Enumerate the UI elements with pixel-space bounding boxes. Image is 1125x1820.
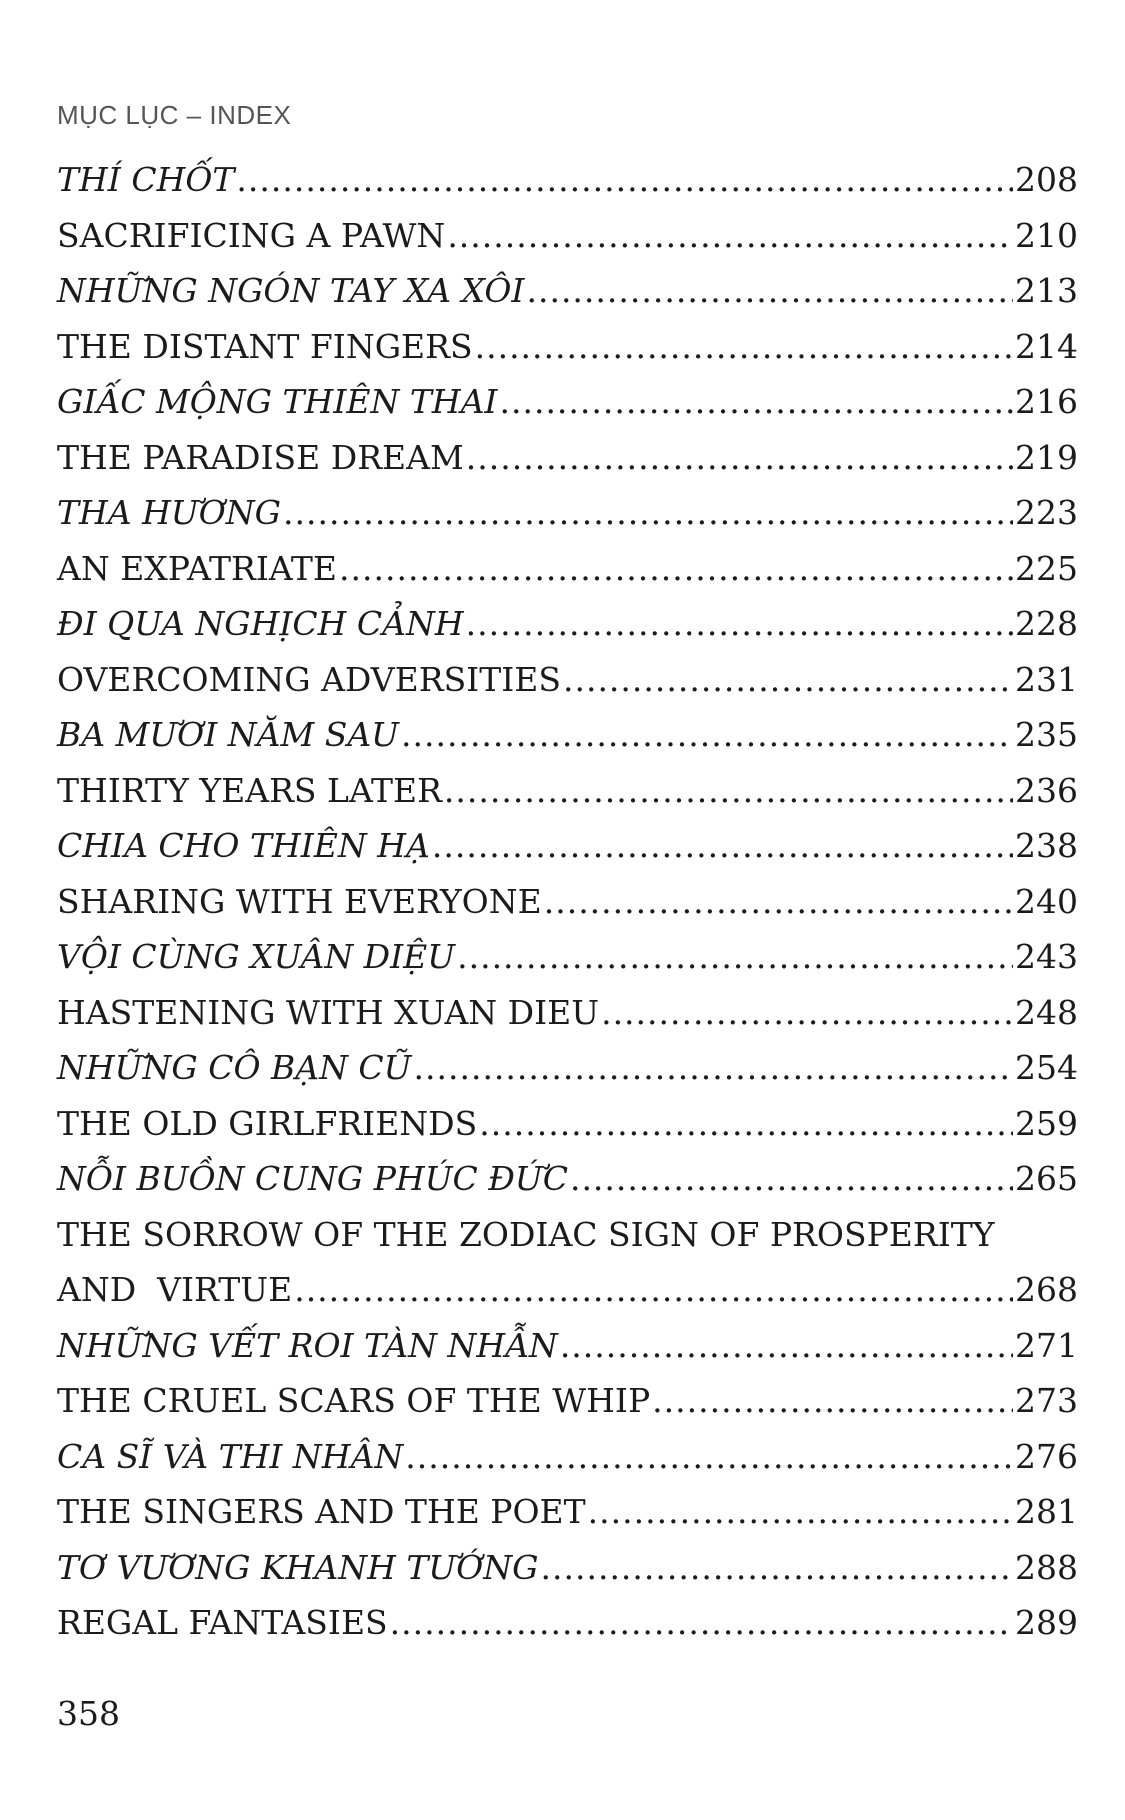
table-of-contents xyxy=(57,152,1078,1651)
toc-entry-title: OVERCOMING ADVERSITIES xyxy=(57,659,561,699)
dot-leader xyxy=(401,707,1013,763)
toc-entry-page: 240 xyxy=(1015,881,1078,921)
toc-entry-page: 238 xyxy=(1015,826,1078,865)
toc-entry-first-line[interactable] xyxy=(57,1207,1078,1263)
dot-leader xyxy=(560,1318,1013,1374)
toc-entry[interactable] xyxy=(57,1595,1078,1651)
toc-entry[interactable] xyxy=(57,985,1078,1041)
toc-entry-page: 265 xyxy=(1015,1159,1078,1198)
toc-entry-page: 288 xyxy=(1015,1547,1078,1587)
toc-entry-title: CHIA CHO THIÊN HẠ xyxy=(57,826,430,865)
toc-entry-title: THE CRUEL SCARS OF THE WHIP xyxy=(57,1381,651,1420)
toc-entry[interactable] xyxy=(57,1040,1078,1096)
toc-entry[interactable] xyxy=(57,374,1078,430)
toc-entry[interactable] xyxy=(57,763,1078,819)
toc-entry-page: 271 xyxy=(1015,1325,1078,1365)
toc-entry-title: SHARING WITH EVERYONE xyxy=(57,881,542,921)
toc-entry[interactable] xyxy=(57,1429,1078,1485)
toc-entry-title: TƠ VƯƠNG KHANH TƯỚNG xyxy=(57,1547,539,1587)
dot-leader xyxy=(294,1262,1013,1318)
toc-entry-title: BA MƯƠI NĂM SAU xyxy=(57,715,399,754)
dot-leader xyxy=(601,985,1013,1041)
toc-entry-title: CA SĨ VÀ THI NHÂN xyxy=(57,1436,404,1476)
toc-entry[interactable] xyxy=(57,152,1078,208)
toc-entry[interactable] xyxy=(57,485,1078,541)
toc-entry-page: 225 xyxy=(1015,548,1078,588)
toc-entry-page: 210 xyxy=(1015,215,1078,255)
dot-leader xyxy=(283,485,1013,541)
toc-entry-title: THE OLD GIRLFRIENDS xyxy=(57,1103,478,1143)
toc-entry[interactable] xyxy=(57,319,1078,375)
toc-entry-title: NỖI BUỒN CUNG PHÚC ĐỨC xyxy=(57,1159,568,1198)
toc-entry-page: 273 xyxy=(1015,1381,1078,1420)
toc-entry-page: 289 xyxy=(1015,1603,1078,1642)
toc-entry-title: THE SORROW OF THE ZODIAC SIGN OF PROSPERITY xyxy=(57,1214,995,1254)
toc-entry-page: 214 xyxy=(1015,326,1078,366)
toc-entry-page: 235 xyxy=(1015,715,1078,754)
dot-leader xyxy=(466,430,1013,486)
toc-entry[interactable] xyxy=(57,1484,1078,1540)
dot-leader xyxy=(466,596,1013,652)
toc-entry[interactable] xyxy=(57,874,1078,930)
toc-entry[interactable] xyxy=(57,707,1078,763)
toc-entry-title: VỘI CÙNG XUÂN DIỆU xyxy=(57,937,456,976)
running-head: MỤC LỤC – INDEX xyxy=(57,100,292,130)
dot-leader xyxy=(479,1096,1013,1152)
dot-leader xyxy=(544,874,1013,930)
toc-entry-title: THE DISTANT FINGERS xyxy=(57,326,473,366)
toc-entry-title: NHỮNG NGÓN TAY XA XÔI xyxy=(57,271,525,310)
toc-entry[interactable] xyxy=(57,1373,1078,1429)
toc-entry-page: 236 xyxy=(1015,770,1078,810)
dot-leader xyxy=(652,1373,1013,1429)
toc-entry-page: 243 xyxy=(1015,937,1078,976)
dot-leader xyxy=(570,1151,1013,1207)
toc-entry[interactable] xyxy=(57,818,1078,874)
toc-entry[interactable] xyxy=(57,596,1078,652)
toc-entry-page: 248 xyxy=(1015,992,1078,1032)
toc-entry-page: 213 xyxy=(1015,271,1078,310)
toc-entry[interactable] xyxy=(57,541,1078,597)
toc-entry-continuation[interactable] xyxy=(57,1262,1078,1318)
dot-leader xyxy=(563,652,1013,708)
dot-leader xyxy=(405,1429,1013,1485)
dot-leader xyxy=(541,1540,1014,1596)
toc-entry-page: 216 xyxy=(1015,382,1078,421)
toc-entry-title: GIẤC MỘNG THIÊN THAI xyxy=(57,382,498,421)
toc-entry-title: HASTENING WITH XUAN DIEU xyxy=(57,992,600,1032)
toc-entry-page: 219 xyxy=(1015,437,1078,477)
toc-entry-title: AN EXPATRIATE xyxy=(57,548,338,588)
toc-entry-title-continued: AND VIRTUE xyxy=(57,1270,293,1309)
toc-entry[interactable] xyxy=(57,929,1078,985)
toc-entry-page: 208 xyxy=(1015,160,1078,199)
toc-entry-title: REGAL FANTASIES xyxy=(57,1603,388,1642)
toc-entry[interactable] xyxy=(57,652,1078,708)
toc-entry-title: ĐI QUA NGHỊCH CẢNH xyxy=(57,604,464,643)
toc-entry-page: 276 xyxy=(1015,1436,1078,1476)
toc-entry-page: 259 xyxy=(1015,1103,1078,1143)
toc-entry-title: THE SINGERS AND THE POET xyxy=(57,1492,586,1531)
toc-entry-title: THA HƯƠNG xyxy=(57,493,281,532)
toc-entry[interactable] xyxy=(57,1151,1078,1207)
toc-entry[interactable] xyxy=(57,263,1078,319)
toc-entry-title: NHỮNG VẾT ROI TÀN NHẪN xyxy=(57,1325,558,1365)
toc-entry[interactable] xyxy=(57,430,1078,486)
toc-entry-page: 281 xyxy=(1015,1492,1078,1531)
dot-leader xyxy=(414,1040,1014,1096)
toc-entry-page: 228 xyxy=(1015,604,1078,643)
toc-entry-title: SACRIFICING A PAWN xyxy=(57,215,446,255)
dot-leader xyxy=(475,319,1013,375)
dot-leader xyxy=(444,763,1013,819)
toc-entry-title: THE PARADISE DREAM xyxy=(57,437,464,477)
dot-leader xyxy=(236,152,1013,208)
toc-entry[interactable] xyxy=(57,1318,1078,1374)
toc-entry[interactable] xyxy=(57,1540,1078,1596)
toc-entry-title: THIRTY YEARS LATER xyxy=(57,770,442,810)
dot-leader xyxy=(447,208,1013,264)
dot-leader xyxy=(499,374,1013,430)
toc-entry-title: THÍ CHỐT xyxy=(57,160,235,199)
dot-leader xyxy=(526,263,1013,319)
dot-leader xyxy=(457,929,1013,985)
dot-leader xyxy=(339,541,1013,597)
dot-leader xyxy=(432,818,1013,874)
toc-entry-title: NHỮNG CÔ BẠN CŨ xyxy=(57,1048,412,1087)
toc-entry[interactable] xyxy=(57,208,1078,264)
toc-entry-page: 231 xyxy=(1015,659,1078,699)
toc-entry[interactable] xyxy=(57,1096,1078,1152)
toc-entry-page: 223 xyxy=(1015,493,1078,532)
dot-leader xyxy=(390,1595,1013,1651)
page-number: 358 xyxy=(57,1694,120,1733)
toc-entry-page: 268 xyxy=(1015,1270,1078,1309)
toc-entry-page: 254 xyxy=(1015,1048,1078,1087)
dot-leader xyxy=(588,1484,1013,1540)
